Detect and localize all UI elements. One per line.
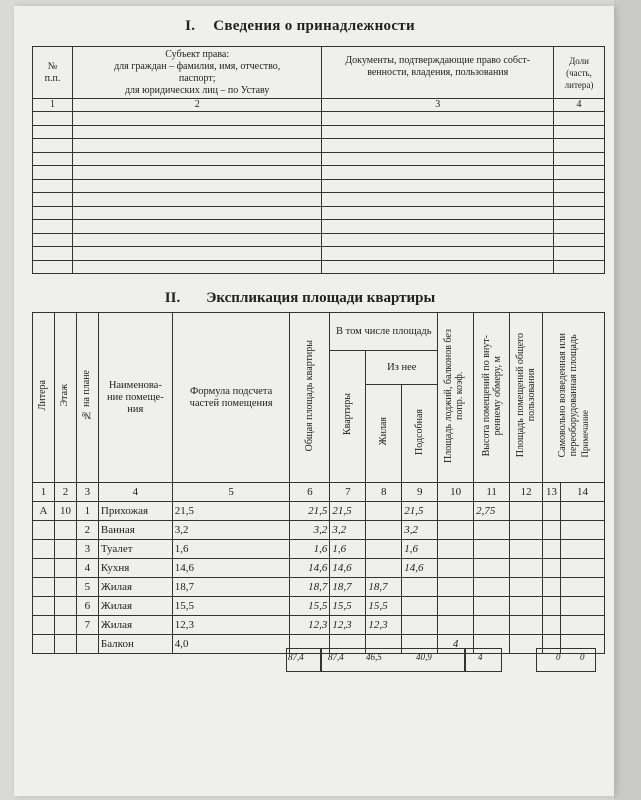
cell-empty bbox=[510, 559, 543, 578]
page-edge bbox=[614, 0, 641, 800]
ownership-cell bbox=[72, 166, 322, 180]
cell-kvart: 1,6 bbox=[330, 540, 366, 559]
section2-title bbox=[40, 290, 560, 307]
column-number: 7 bbox=[330, 483, 366, 502]
header-vtom: В том числе площадь bbox=[330, 313, 438, 351]
header-zhil: Жилая bbox=[366, 385, 402, 483]
ownership-cell bbox=[554, 112, 605, 126]
totals-row bbox=[32, 648, 605, 672]
cell-formula: 12,3 bbox=[172, 616, 290, 635]
header-nomer: № на плане bbox=[76, 313, 98, 483]
cell-kvart: 15,5 bbox=[330, 597, 366, 616]
total-samov: 0 bbox=[580, 652, 585, 662]
ownership-cell bbox=[33, 220, 73, 234]
cell-podsob: 21,5 bbox=[402, 502, 438, 521]
ownership-cell bbox=[72, 233, 322, 247]
section1-title bbox=[40, 18, 560, 35]
column-number: 6 bbox=[290, 483, 330, 502]
cell-empty bbox=[510, 521, 543, 540]
cell-obsh: 3,2 bbox=[290, 521, 330, 540]
ownership-table bbox=[32, 46, 605, 274]
total-podsob: 40,9 bbox=[416, 652, 432, 662]
cell-litera bbox=[33, 521, 55, 540]
cell-etazh bbox=[54, 559, 76, 578]
cell-vysota bbox=[474, 521, 510, 540]
cell-kvart: 14,6 bbox=[330, 559, 366, 578]
cell-naim: Ванная bbox=[98, 521, 172, 540]
ownership-cell bbox=[554, 260, 605, 274]
cell-podsob: 14,6 bbox=[402, 559, 438, 578]
table-row bbox=[33, 578, 605, 597]
ownership-cell bbox=[33, 112, 73, 126]
ownership-row bbox=[33, 166, 605, 180]
cell-obsh: 14,6 bbox=[290, 559, 330, 578]
cell-kvart: 21,5 bbox=[330, 502, 366, 521]
column-number: 5 bbox=[172, 483, 290, 502]
ownership-cell bbox=[322, 125, 554, 139]
cell-lodzh: 4 bbox=[438, 635, 474, 654]
table-row bbox=[33, 540, 605, 559]
cell-formula: 14,6 bbox=[172, 559, 290, 578]
cell-empty bbox=[561, 502, 605, 521]
ownership-row bbox=[33, 125, 605, 139]
cell-lodzh bbox=[438, 616, 474, 635]
header-lodzh: Площадь лоджий, балконов без попр. коэф. bbox=[438, 313, 474, 483]
ownership-cell bbox=[72, 152, 322, 166]
ownership-cell bbox=[322, 220, 554, 234]
ownership-cell bbox=[33, 139, 73, 153]
ownership-cell bbox=[72, 220, 322, 234]
ownership-cell bbox=[72, 193, 322, 207]
column-number: 9 bbox=[402, 483, 438, 502]
cell-vysota bbox=[474, 597, 510, 616]
cell-formula: 15,5 bbox=[172, 597, 290, 616]
ownership-row bbox=[33, 206, 605, 220]
cell-naim: Жилая bbox=[98, 597, 172, 616]
cell-empty bbox=[543, 578, 561, 597]
cell-podsob: 1,6 bbox=[402, 540, 438, 559]
ownership-cell bbox=[33, 125, 73, 139]
ownership-row bbox=[33, 152, 605, 166]
header-documents: Документы, подтверждающие право собст- венности, владения, пользования bbox=[322, 47, 554, 99]
cell-nomer: 1 bbox=[76, 502, 98, 521]
cell-empty bbox=[561, 540, 605, 559]
cell-zhil: 18,7 bbox=[366, 578, 402, 597]
header-obsh: Общая площадь квартиры bbox=[290, 313, 330, 483]
cell-obsh: 15,5 bbox=[290, 597, 330, 616]
cell-zhil bbox=[366, 559, 402, 578]
cell-litera bbox=[33, 578, 55, 597]
total-zhil: 46,5 bbox=[366, 652, 382, 662]
cell-vysota: 2,75 bbox=[474, 502, 510, 521]
cell-litera bbox=[33, 540, 55, 559]
cell-nomer: 6 bbox=[76, 597, 98, 616]
colnum-3: 3 bbox=[322, 99, 554, 112]
cell-empty bbox=[510, 597, 543, 616]
table-row bbox=[33, 521, 605, 540]
cell-etazh bbox=[54, 521, 76, 540]
cell-zhil bbox=[366, 540, 402, 559]
cell-zhil: 12,3 bbox=[366, 616, 402, 635]
cell-podsob bbox=[402, 578, 438, 597]
ownership-cell bbox=[322, 166, 554, 180]
ownership-cell bbox=[554, 220, 605, 234]
section2-title-text: Экспликация площади квартиры bbox=[206, 290, 436, 306]
column-number: 8 bbox=[366, 483, 402, 502]
cell-zhil: 15,5 bbox=[366, 597, 402, 616]
column-number: 14 bbox=[561, 483, 605, 502]
cell-naim: Жилая bbox=[98, 616, 172, 635]
column-number: 11 bbox=[474, 483, 510, 502]
header-subject: Субъект права: для граждан – фамилия, имя, отчество, паспорт; для юридических лиц – по Уставу bbox=[72, 47, 322, 99]
column-numbers-row bbox=[33, 483, 605, 502]
ownership-row bbox=[33, 260, 605, 274]
cell-empty bbox=[543, 559, 561, 578]
ownership-cell bbox=[33, 206, 73, 220]
ownership-cell bbox=[33, 179, 73, 193]
section1-number: I. bbox=[185, 18, 196, 34]
cell-podsob: 3,2 bbox=[402, 521, 438, 540]
ownership-cell bbox=[72, 139, 322, 153]
ownership-row bbox=[33, 220, 605, 234]
table-row bbox=[33, 502, 605, 521]
ownership-cell bbox=[554, 152, 605, 166]
cell-obsh: 18,7 bbox=[290, 578, 330, 597]
ownership-cell bbox=[33, 193, 73, 207]
cell-litera: А bbox=[33, 502, 55, 521]
header-kvart: Квартиры bbox=[330, 351, 366, 483]
ownership-row bbox=[33, 112, 605, 126]
ownership-cell bbox=[72, 179, 322, 193]
ownership-cell bbox=[554, 139, 605, 153]
cell-empty bbox=[510, 616, 543, 635]
column-number: 3 bbox=[76, 483, 98, 502]
cell-podsob bbox=[402, 616, 438, 635]
cell-lodzh bbox=[438, 502, 474, 521]
ownership-row bbox=[33, 139, 605, 153]
ownership-cell bbox=[554, 125, 605, 139]
ownership-cell bbox=[322, 179, 554, 193]
cell-kvart: 12,3 bbox=[330, 616, 366, 635]
cell-empty bbox=[561, 616, 605, 635]
total-kvart: 87,4 bbox=[328, 652, 344, 662]
cell-obsh: 1,6 bbox=[290, 540, 330, 559]
ownership-cell bbox=[33, 233, 73, 247]
cell-naim: Кухня bbox=[98, 559, 172, 578]
cell-formula: 3,2 bbox=[172, 521, 290, 540]
colnum-1: 1 bbox=[33, 99, 73, 112]
cell-empty bbox=[561, 559, 605, 578]
ownership-cell bbox=[322, 112, 554, 126]
header-iznee: Из нее bbox=[366, 351, 438, 385]
ownership-cell bbox=[33, 260, 73, 274]
cell-naim: Балкон bbox=[98, 635, 172, 654]
ownership-cell bbox=[554, 179, 605, 193]
cell-lodzh bbox=[438, 540, 474, 559]
cell-empty bbox=[561, 597, 605, 616]
cell-zhil bbox=[366, 502, 402, 521]
ownership-cell bbox=[322, 247, 554, 261]
colnum-4: 4 bbox=[554, 99, 605, 112]
cell-etazh bbox=[54, 616, 76, 635]
cell-etazh bbox=[54, 540, 76, 559]
cell-etazh bbox=[54, 597, 76, 616]
header-etazh: Этаж bbox=[54, 313, 76, 483]
ownership-cell bbox=[33, 152, 73, 166]
ownership-row bbox=[33, 247, 605, 261]
cell-kvart: 18,7 bbox=[330, 578, 366, 597]
cell-nomer: 2 bbox=[76, 521, 98, 540]
ownership-cell bbox=[322, 206, 554, 220]
ownership-cell bbox=[554, 193, 605, 207]
cell-empty bbox=[543, 597, 561, 616]
ownership-cell bbox=[554, 206, 605, 220]
ownership-row bbox=[33, 193, 605, 207]
cell-empty bbox=[510, 540, 543, 559]
table-row bbox=[33, 559, 605, 578]
cell-empty bbox=[543, 540, 561, 559]
header-prim: Примечание bbox=[579, 410, 590, 458]
cell-vysota bbox=[474, 559, 510, 578]
cell-zhil bbox=[366, 521, 402, 540]
cell-naim: Туалет bbox=[98, 540, 172, 559]
column-number: 10 bbox=[438, 483, 474, 502]
header-vysota: Высота помещений по внут- реннему обмеру, м bbox=[474, 313, 510, 483]
cell-naim: Жилая bbox=[98, 578, 172, 597]
ownership-cell bbox=[72, 247, 322, 261]
cell-litera bbox=[33, 597, 55, 616]
ownership-cell bbox=[554, 247, 605, 261]
header-obshpol: Площадь помещений общего пользования bbox=[510, 313, 543, 483]
cell-empty bbox=[561, 578, 605, 597]
cell-nomer: 7 bbox=[76, 616, 98, 635]
header-samov: Самовольно возведенная или переоборудованная площадь bbox=[556, 333, 579, 458]
cell-nomer: 3 bbox=[76, 540, 98, 559]
header-samov-prim bbox=[543, 313, 605, 483]
header-naim: Наименова- ние помеще- ния bbox=[98, 313, 172, 483]
header-litera: Литера bbox=[33, 313, 55, 483]
cell-nomer: 5 bbox=[76, 578, 98, 597]
ownership-cell bbox=[554, 166, 605, 180]
ownership-cell bbox=[72, 260, 322, 274]
ownership-cell bbox=[322, 233, 554, 247]
cell-vysota bbox=[474, 578, 510, 597]
cell-lodzh bbox=[438, 521, 474, 540]
cell-lodzh bbox=[438, 578, 474, 597]
cell-naim: Прихожая bbox=[98, 502, 172, 521]
cell-podsob bbox=[402, 597, 438, 616]
column-number: 4 bbox=[98, 483, 172, 502]
ownership-cell bbox=[554, 233, 605, 247]
cell-etazh bbox=[54, 578, 76, 597]
cell-litera bbox=[33, 616, 55, 635]
column-number: 13 bbox=[543, 483, 561, 502]
column-number: 1 bbox=[33, 483, 55, 502]
cell-empty bbox=[543, 521, 561, 540]
colnum-2: 2 bbox=[72, 99, 322, 112]
total-obshpol: 0 bbox=[556, 652, 561, 662]
cell-empty bbox=[543, 502, 561, 521]
cell-obsh: 12,3 bbox=[290, 616, 330, 635]
total-obsh: 87,4 bbox=[288, 652, 304, 662]
table-row bbox=[33, 616, 605, 635]
ownership-cell bbox=[72, 112, 322, 126]
ownership-cell bbox=[72, 125, 322, 139]
cell-etazh: 10 bbox=[54, 502, 76, 521]
header-formula: Формула подсчета частей помещения bbox=[172, 313, 290, 483]
cell-vysota bbox=[474, 616, 510, 635]
header-share: Доли (часть, литера) bbox=[554, 47, 605, 99]
ownership-cell bbox=[322, 139, 554, 153]
area-explication-table bbox=[32, 312, 605, 654]
cell-lodzh bbox=[438, 597, 474, 616]
cell-empty bbox=[510, 578, 543, 597]
ownership-cell bbox=[33, 166, 73, 180]
total-lodzh: 4 bbox=[478, 652, 483, 662]
cell-formula: 21,5 bbox=[172, 502, 290, 521]
cell-empty bbox=[510, 502, 543, 521]
cell-kvart: 3,2 bbox=[330, 521, 366, 540]
section1-title-text: Сведения о принадлежности bbox=[213, 18, 415, 34]
ownership-cell bbox=[33, 247, 73, 261]
ownership-cell bbox=[322, 193, 554, 207]
ownership-row bbox=[33, 233, 605, 247]
ownership-row bbox=[33, 179, 605, 193]
header-podsob: Подсобная bbox=[402, 385, 438, 483]
cell-vysota bbox=[474, 540, 510, 559]
ownership-cell bbox=[72, 206, 322, 220]
cell-litera bbox=[33, 559, 55, 578]
cell-formula: 4,0 bbox=[172, 635, 290, 654]
column-number: 2 bbox=[54, 483, 76, 502]
ownership-cell bbox=[322, 152, 554, 166]
section2-number: II. bbox=[164, 290, 181, 306]
header-no: № п.п. bbox=[33, 47, 73, 99]
cell-obsh: 21,5 bbox=[290, 502, 330, 521]
cell-empty bbox=[561, 521, 605, 540]
column-number: 12 bbox=[510, 483, 543, 502]
total-box-lodzh bbox=[464, 648, 502, 672]
total-box-obshpol bbox=[536, 648, 596, 672]
cell-nomer: 4 bbox=[76, 559, 98, 578]
ownership-cell bbox=[322, 260, 554, 274]
cell-formula: 18,7 bbox=[172, 578, 290, 597]
cell-formula: 1,6 bbox=[172, 540, 290, 559]
cell-lodzh bbox=[438, 559, 474, 578]
cell-empty bbox=[543, 616, 561, 635]
table-row bbox=[33, 597, 605, 616]
